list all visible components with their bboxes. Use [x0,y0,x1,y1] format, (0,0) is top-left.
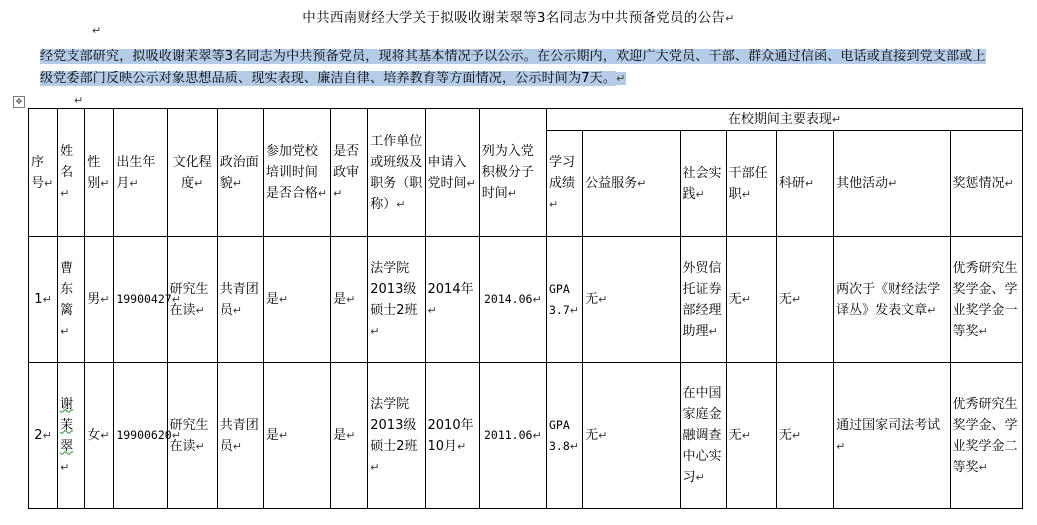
header-activist-time: 列为入党积极分子时间↵ [479,109,546,237]
cell-activist-time: 2011.06↵ [479,363,546,509]
header-education: 文化程度↵ [167,109,217,237]
cell-education: 研究生在读↵ [167,237,217,363]
paragraph-mark: ↵ [616,72,626,85]
header-apply-time: 申请入党时间↵ [425,109,479,237]
header-name: 姓名↵ [58,109,85,237]
header-review: 是否政审↵ [331,109,368,237]
cell-cadre: 无↵ [726,237,776,363]
cell-research: 无↵ [776,237,833,363]
header-cadre: 干部任职↵ [726,131,776,237]
header-training: 参加党校培训时间是否合格↵ [263,109,330,237]
header-seq: 序号↵ [29,109,58,237]
header-work-unit: 工作单位或班级及职务（职称）↵ [368,109,425,237]
cell-other: 通过国家司法考试↵ [834,363,950,509]
cell-public-service: 无↵ [583,363,680,509]
cell-apply-time: 2014年↵ [425,237,479,363]
header-public-service: 公益服务↵ [583,131,680,237]
cell-grades: GPA 3.8↵ [546,363,582,509]
table-row [29,237,1023,363]
cell-review: 是↵ [331,363,368,509]
cell-activist-time: 2014.06↵ [479,237,546,363]
intro-paragraph[interactable] [40,46,990,90]
cell-awards: 优秀研究生奖学金、学业奖学金一等奖↵ [950,237,1022,363]
cell-education: 研究生在读↵ [167,363,217,509]
cell-work-unit: 法学院2013级硕士2班↵ [368,363,425,509]
header-research: 科研↵ [776,131,833,237]
document-title [0,6,1037,26]
title-text: 中共西南财经大学关于拟吸收谢茉翠等3名同志为中共预备党员的公告 [302,10,726,26]
cell-public-service: 无↵ [583,237,680,363]
cell-social-practice: 在中国家庭金融调查中心实习↵ [680,363,726,509]
cell-grades: GPA 3.7↵ [546,237,582,363]
cell-cadre: 无↵ [726,363,776,509]
table-row [29,363,1023,509]
header-group-performance: 在校期间主要表现↵ [546,109,1022,131]
table-move-handle-icon[interactable]: ✥ [13,96,25,108]
header-awards: 奖惩情况↵ [950,131,1022,237]
cell-political: 共青团员↵ [217,363,263,509]
header-gender: 性别↵ [85,109,114,237]
header-grades: 学习成绩↵ [546,131,582,237]
cell-seq: 2↵ [29,363,58,509]
cell-seq: 1↵ [29,237,58,363]
cell-name: 曹东篱↵ [58,237,85,363]
cell-awards: 优秀研究生奖学金、学业奖学金二等奖↵ [950,363,1022,509]
cell-research: 无↵ [776,363,833,509]
paragraph-mark: ↵ [92,24,102,37]
intro-text: 经党支部研究，拟吸收谢茉翠等3名同志为中共预备党员，现将其基本情况予以公示。在公示期内，欢迎广大党员、干部、群众通过信函、电话或直接到党支部或上级党委部门反映公示对象思想品质、现实表现、廉洁自律、培养教育等方面情况，公示时间为7天。 [40,49,986,86]
cell-birth: 19900620↵ [114,363,167,509]
candidates-table [28,108,1023,509]
cell-gender: 男↵ [85,237,114,363]
cell-apply-time: 2010年10月↵ [425,363,479,509]
header-other: 其他活动↵ [834,131,950,237]
paragraph-mark: ↵ [725,12,735,25]
header-social-practice: 社会实践↵ [680,131,726,237]
cell-training: 是↵ [263,237,330,363]
cell-gender: 女↵ [85,363,114,509]
cell-name: 谢茉翠↵ [58,363,85,509]
header-political: 政治面貌↵ [217,109,263,237]
cell-work-unit: 法学院2013级硕士2班↵ [368,237,425,363]
table-header-row [29,109,1023,131]
cell-other: 两次于《财经法学译丛》发表文章↵ [834,237,950,363]
cell-training: 是↵ [263,363,330,509]
cell-birth: 19900427↵ [114,237,167,363]
paragraph-mark: ↵ [74,94,84,107]
header-birth: 出生年月↵ [114,109,167,237]
cell-political: 共青团员↵ [217,237,263,363]
cell-review: 是↵ [331,237,368,363]
cell-social-practice: 外贸信托证券部经理助理↵ [680,237,726,363]
